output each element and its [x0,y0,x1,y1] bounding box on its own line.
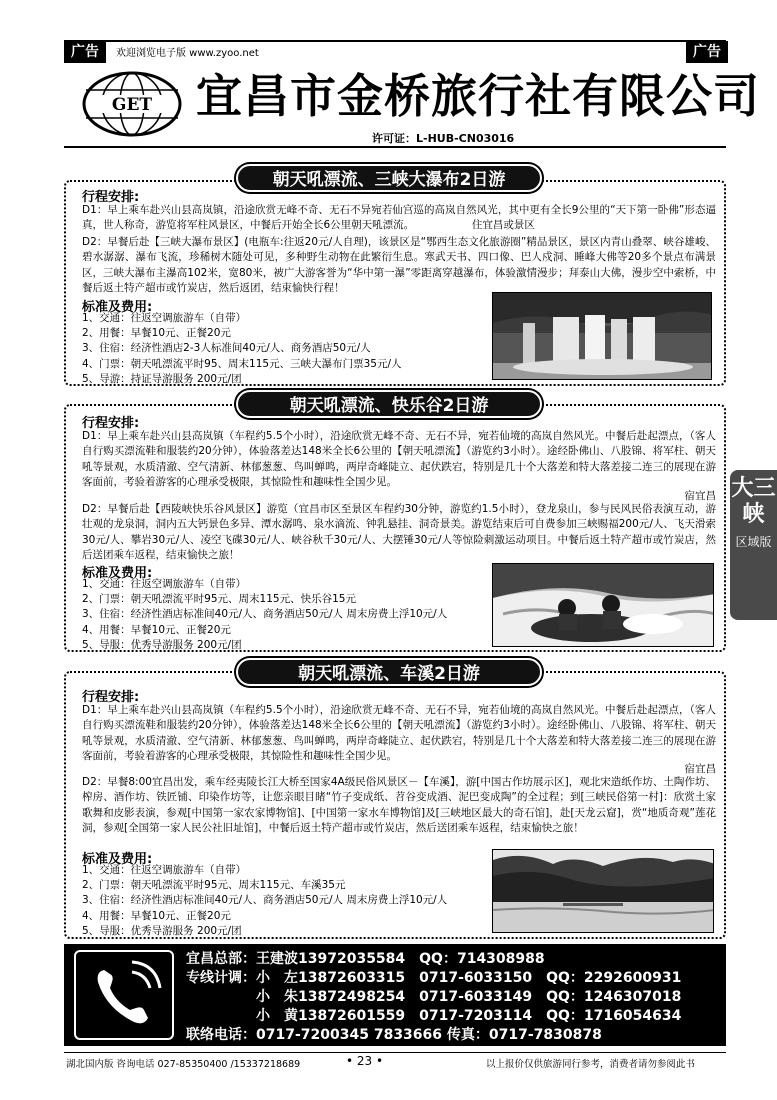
list-item: 3、住宿：经济性酒店标准间40元/人、商务酒店50元/人 周末房费上浮10元/人 [82,608,448,621]
list-item: 4、门票：朝天吼漂流平时95、周末115元、三峡大瀑布门票35元/人 [82,357,402,370]
list-item: 5、导服：优秀导游服务 200元/团 [82,924,242,937]
tour-2-stay: 宿宜昌 [684,490,716,502]
license-number: 许可证：L-HUB-CN03016 [372,132,515,145]
side-tab-title: 大三峡 [731,476,776,527]
list-item: 5、导服：优秀导游服务 200元/团 [82,638,242,651]
footer-divider [64,1052,726,1053]
footer-edition-info: 湖北国内版 咨询电话 027-85350400 /15337218689 [66,1059,301,1070]
company-logo [80,70,184,138]
website-url[interactable]: 欢迎浏览电子版 www.zyoo.net [116,48,259,59]
contact-panel [64,944,726,1046]
dispatcher-contact-3: 小 黄13872601559 0717-7203114 QQ：1716054634 [186,1008,682,1024]
fees-list-2 [82,577,447,653]
list-item: 5、导游：持证导游服务 200元/团 [82,372,242,385]
tour-1-day-1: D1：早上乘车赴兴山县高岚镇，沿途欣赏无峰不奇、无石不异宛若仙宫巡的高岚自然风光，其中更有全长9公里的“天下第一卧佛”形态逼真，世人称奇，游览将军柱风景区，中餐后开始全长6公里朝天吼漂流。 住宜昌或景区 [82,204,716,232]
schedule-heading-3: 行程安排: [82,690,140,705]
list-item: 3、住宿：经济性酒店2-3人标准间40元/人、商务酒店50元/人 [82,342,371,355]
list-item: 2、门票：朝天吼漂流平时95元、周末115元、车溪35元 [82,879,346,892]
river-photo [492,849,714,933]
tour-title-1: 朝天吼漂流、三峡大瀑布2日游 [236,164,542,192]
logo-text: GET [111,95,153,115]
ad-label-right: 广告 [686,41,728,63]
tour-1-day-2: D2：早餐后赴【三峡大瀑布景区】(电瓶车:往返20元/人自理)，该景区是“鄂西生态文化旅游圈”精品景区，景区内青山叠翠、峡谷雄峻、碧水潺潺、瀑布飞流，珍稀树木随处可见，多种野生动物在此繁衍生息。寒武天书、四口像、巴人戍洞、睡峰大佛等20多个景点布满景区，三峡大瀑布主瀑高102米，宽80米，被广大游客誉为“华中第一瀑”零距离穿越瀑布，体验激情漫步；拜泰山大佛，漫步空中索桥，中餐后返土特产超市或竹炭店，然后返团，结束愉快行程！ [82,236,716,295]
list-item: 1、交通：往返空调旅游车（自带） [82,578,247,590]
fees-heading-2: 标准及费用: [82,566,153,581]
tour-2-day-1: D1：早上乘车赴兴山县高岚镇（车程约5.5个小时），沿途欣赏无峰不奇、无石不异，宛若仙境的高岚自然风光。中餐后赴起漂点，（客人自行购买漂流鞋和服装约20分钟），体验落差达148米全长6公里的【朝天吼漂流】（游览约3小时）。途经卧佛山、八股锦、将军柱、朝天吼等景观，水质清澈、空气清新、林郁葱葱、鸟叫蝉鸣，两岸奇峰陡立、起伏跌宕，特别是几十个大落差和特大落差接二连三的展现在游客面前，考验着游客的心理承受极限，其惊险性和趣味性全国少见。 [82,430,716,489]
tour-title-2: 朝天吼漂流、快乐谷2日游 [236,390,542,418]
tour-3-day-1: D1：早上乘车赴兴山县高岚镇（车程约5.5个小时），沿途欣赏无峰不奇、无石不异，宛若仙境的高岚自然风光。中餐后赴起漂点，（客人自行购买漂流鞋和服装约20分钟），体验落差达148米全长6公里的【朝天吼漂流】（游览约3小时）。途经卧佛山、八股锦、将军柱、朝天吼等景观，水质清澈、空气清新、林郁葱葱、鸟叫蝉鸣，两岸奇峰陡立、起伏跌宕，特别是几十个大落差和特大落差接二连三的展现在游客面前，考验着游客的心理承受极限，其惊险性和趣味性全国少见。 [82,704,716,763]
tour-title-3: 朝天吼漂流、车溪2日游 [236,658,542,686]
fees-list-3 [82,863,447,939]
tour-3-day-2: D2：早餐8:00宜昌出发，乘车经夷陵长江大桥至国家4A级民俗风景区－【车溪】，游[中国古作坊展示区]，观北宋造纸作坊、土陶作坊、榨房、酒作坊、铁匠铺、印染作坊等，让您亲眼目睹“竹子变成纸、苕谷变成酒、泥巴变成陶”的全过程；到[三峡民俗第一村]：欣赏土家歌舞和皮影表演，参观[中国第一家农家博物馆]、[中国第一家水车博物馆]及[三峡地区最大的奇石馆]，赴[天龙云窟]，赏“地质奇观”莲花洞，参观[全国第一家人民公社旧址馆]，中餐后返土特产超市或竹炭店，然后送团乘车返程，结束愉快之旅！ [82,776,716,835]
ad-label-left: 广告 [64,41,106,63]
list-item: 1、交通：往返空调旅游车（自带） [82,864,247,876]
waterfall-photo [492,292,712,380]
list-item: 2、用餐：早餐10元、正餐20元 [82,327,231,340]
list-item: 4、用餐：早餐10元、正餐20元 [82,623,231,636]
phone-fax-line: 联络电话：0717-7200345 7833666 传真：0717-7830878 [186,1027,602,1043]
schedule-heading-1: 行程安排: [82,190,140,205]
fees-list-1 [82,311,401,387]
page-number: • 23 • [346,1054,384,1068]
list-item: 4、用餐：早餐10元、正餐20元 [82,909,231,922]
list-item: 1、交通：往返空调旅游车（自带） [82,312,247,324]
fees-heading-1: 标准及费用: [82,300,153,315]
phone-icon [74,950,174,1040]
side-tab-subtitle: 区域版 [735,535,772,549]
schedule-heading-2: 行程安排: [82,416,140,431]
hq-contact: 宜昌总部：王建波13972035584 QQ：714308988 [186,951,545,967]
tour-2-day-2: D2：早餐后赴【西陵峡快乐谷风景区】游览（宜昌市区至景区车程约30分钟，游览约1.5小时），登龙泉山，参与民风民俗表演互动，游壮观的龙泉洞，洞内五大钙景色多异、潭水潺鸣、泉水滴流、钟乳悬挂、洞奇景美。游览结束后可自费参加三峡赐福200元/人、飞天滑索30元/人、攀岩30元/人、凌空飞碟30元/人、峡谷秋千30元/人、大摆锤30元/人等惊险刺激运动项目。中餐后返土特产超市或竹炭店，然后送团乘车返程，结束愉快之旅！ [82,503,716,562]
fees-heading-3: 标准及费用: [82,852,153,867]
rafting-photo [492,563,714,647]
dispatcher-contact-2: 小 朱13872498254 0717-6033149 QQ：1246307018 [186,989,682,1005]
dispatcher-contact-1: 专线计调：小 左13872603315 0717-6033150 QQ：2292600931 [186,970,682,986]
footer-disclaimer: 以上报价仅供旅游同行参考，消费者请勿参阅此书 [486,1059,696,1070]
tour-3-stay: 宿宜昌 [684,763,716,775]
company-name: 宜昌市金桥旅行社有限公司 [196,69,760,123]
list-item: 3、住宿：经济性酒店标准间40元/人、商务酒店50元/人 周末房费上浮10元/人 [82,894,448,907]
list-item: 2、门票：朝天吼漂流平时95元、周末115元、快乐谷15元 [82,593,356,606]
header-divider [64,146,726,148]
region-side-tab [730,470,777,620]
